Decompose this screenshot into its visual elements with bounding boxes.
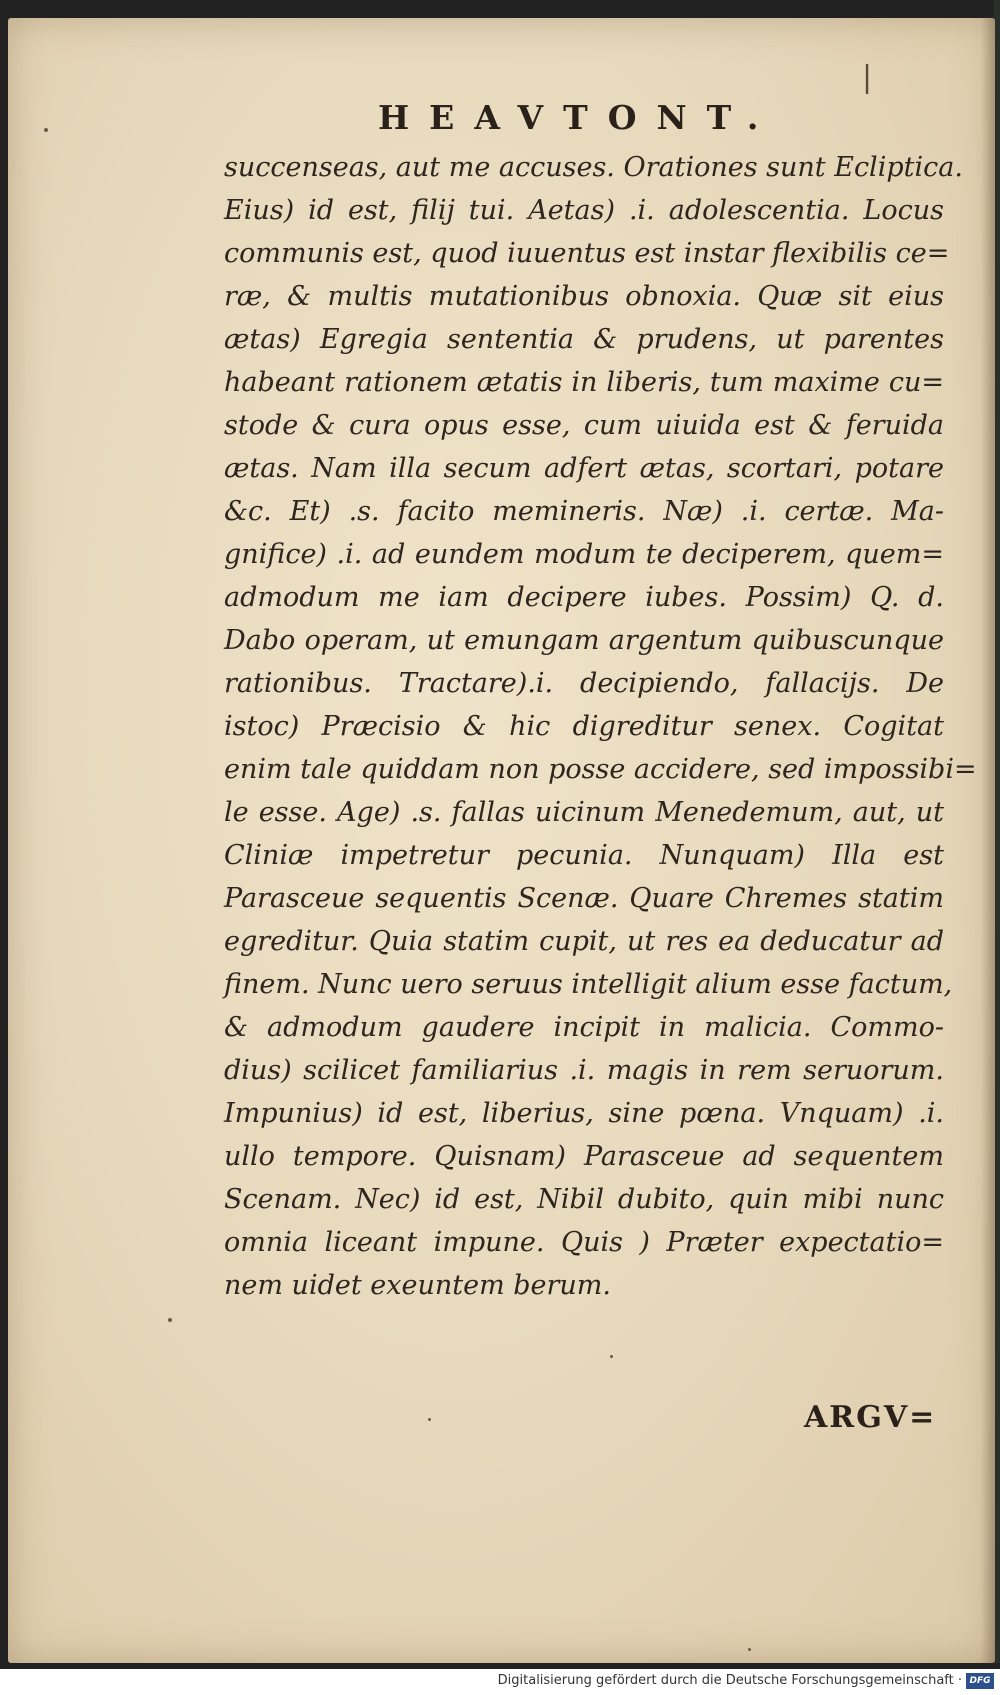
dfg-logo: DFG	[966, 1673, 994, 1689]
text-line: ullo tempore. Quisnam) Parasceue ad sequentem	[224, 1141, 944, 1172]
catchword: ARGV=	[804, 1400, 937, 1435]
text-line: finem. Nunc uero seruus intelligit alium esse factum,	[224, 969, 953, 1000]
page-body-text	[224, 146, 977, 1307]
text-line: dius) scilicet familiarius .i. magis in rem seruorum.	[224, 1055, 944, 1086]
text-line: enim tale quiddam non posse accidere, sed impossibi=	[224, 754, 977, 785]
paper-speck	[428, 1418, 431, 1421]
text-line: istoc) Præcisio & hic digreditur senex. Cogitat	[224, 711, 944, 742]
text-line: le esse. Age) .s. fallas uicinum Menedemum, aut, ut	[224, 797, 944, 828]
paper-speck	[610, 1355, 613, 1358]
text-line: stode & cura opus esse, cum uiuida est & feruida	[224, 410, 944, 441]
text-line: & admodum gaudere incipit in malicia. Commo-	[224, 1012, 944, 1043]
text-line: Cliniæ impetretur pecunia. Nunquam) Illa est	[224, 840, 944, 871]
paper-speck	[748, 1648, 751, 1651]
paper-speck	[44, 128, 48, 132]
paper-speck	[168, 1318, 172, 1322]
text-line: &c. Et) .s. facito memineris. Næ) .i. certæ. Ma-	[224, 496, 944, 527]
text-line: Eius) id est, filij tui. Aetas) .i. adolescentia. Locus	[224, 195, 944, 226]
text-line: egreditur. Quia statim cupit, ut res ea deducatur ad	[224, 926, 944, 957]
text-line: admodum me iam decipere iubes. Possim) Q. d.	[224, 582, 944, 613]
footer-credit: Digitalisierung gefördert durch die Deutsche Forschungsgemeinschaft ·	[497, 1673, 962, 1688]
text-line: habeant rationem ætatis in liberis, tum maxime cu=	[224, 367, 944, 398]
text-line: succenseas, aut me accuses. Orationes sunt Ecliptica.	[224, 152, 963, 183]
text-line: communis est, quod iuuentus est instar flexibilis ce=	[224, 238, 950, 269]
text-line: omnia liceant impune. Quis ) Præter expectatio=	[224, 1227, 944, 1258]
footer-bar	[0, 1669, 1000, 1695]
text-line: Impunius) id est, liberius, sine pœna. Vnquam) .i.	[224, 1098, 944, 1129]
text-line: Scenam. Nec) id est, Nibil dubito, quin mibi nunc	[224, 1184, 944, 1215]
text-line: ræ, & multis mutationibus obnoxia. Quæ sit eius	[224, 281, 944, 312]
text-line: ætas) Egregia sententia & prudens, ut parentes	[224, 324, 944, 355]
text-line-last: nem uidet exeuntem berum.	[224, 1270, 611, 1301]
page-edge-shadow	[981, 18, 995, 1663]
folio-mark: |	[862, 60, 873, 95]
text-line: gnifice) .i. ad eundem modum te deciperem, quem=	[224, 539, 944, 570]
text-line: ætas. Nam illa secum adfert ætas, scortari, potare	[224, 453, 944, 484]
text-line: Dabo operam, ut emungam argentum quibuscunque	[224, 625, 944, 656]
text-line: rationibus. Tractare).i. decipiendo, fallacijs. De	[224, 668, 944, 699]
running-head: HEAVTONT.	[378, 98, 779, 137]
text-line: Parasceue sequentis Scenæ. Quare Chremes statim	[224, 883, 944, 914]
